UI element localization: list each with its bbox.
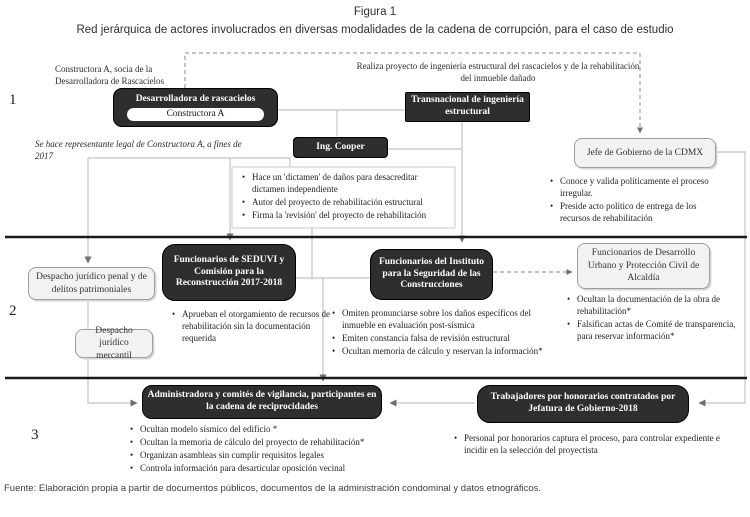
cooper-bullet: • Hace un 'dictamen' de daños para desacreditar dictamen independiente [240,172,448,196]
box-transnacional-label: Transnacional de ingeniería estructural [411,95,524,117]
box-trabajadores [477,385,689,423]
box-jefe-gobierno-label: Jefe de Gobierno de la CDMX [586,147,704,158]
cooper-bullets [240,172,448,223]
administradora-bullet: • Ocultan modelo sísmico del edificio * [128,424,430,436]
box-desarrolladora-label: Desarrolladora de rascacielos [135,93,256,104]
box-administradora [142,385,382,419]
cooper-bullet: • Firma la 'revisión' del proyecto de rehabilitación [240,210,448,222]
cooper-bullet: • Autor del proyecto de rehabilitación estructural [240,197,448,209]
instituto-bullet: • Omiten pronunciarse sobre los daños específicos del inmueble en evaluación post-sísmica [330,308,562,332]
box-despacho-mercantil [75,325,153,361]
trabajadores-bullet: • Personal por honorarios captura el proceso, para controlar expediente e incidir en la selección del proyectista [452,433,724,457]
desarrollo-bullets [565,294,745,344]
box-despacho-mercantil-label: Despacho jurídico mercantil [95,325,133,361]
administradora-bullet: • Controla información para desarticular oposición vecinal [128,463,430,475]
source-note: Fuente: Elaboración propia a partir de documentos públicos, documentos de la administración condominal y datos etnográficos. [4,483,542,494]
box-constructora-a: Constructora A [127,108,263,122]
desarrollo-bullet: • Falsifican actas de Comité de transparencia, para reservar información* [565,319,745,343]
box-ing-cooper [293,137,388,158]
box-transnacional [405,92,530,122]
box-administradora-label: Administradora y comités de vigilancia, participantes en la cadena de reciprocidades [147,390,377,412]
box-desarrollo-urbano [577,243,710,289]
box-seduvi-label: Funcionarios de SEDUVI y Comisión para la Reconstrucción 2017-2018 [173,255,285,289]
note-representante-legal: Se hace representante legal de Constructora A, a fines de 2017 [35,139,242,161]
instituto-bullets [330,308,562,359]
box-despacho-penal [28,267,155,300]
box-jefe-gobierno [574,138,716,168]
level-3-label: 3 [31,427,39,443]
box-instituto [370,249,493,300]
jefe-bullets [548,176,726,226]
arrow-to-administradora-left [88,358,137,403]
note-realiza-proyecto: Realiza proyecto de ingeniería estructural del rascacielos y de la rehabilitación del inmueble dañado [356,61,640,83]
box-ing-cooper-label: Ing. Cooper [316,141,365,152]
box-despacho-penal-label: Despacho jurídico penal y de delitos patrimoniales [36,272,147,295]
instituto-bullet: • Emiten constancia falsa de revisión estructural [330,333,562,345]
box-desarrollo-urbano-label: Funcionarios de Desarrollo Urbano y Protección Civil de Alcaldía [587,248,700,284]
administradora-bullet: • Ocultan la memoria de cálculo del proyecto de rehabilitación* [128,437,430,449]
jefe-bullet: • Conoce y valida políticamente el proceso irregular. [548,176,726,200]
box-instituto-label: Funcionarios del Instituto para la Seguridad de las Construcciones [378,257,485,291]
figure-title: Red jerárquica de actores involucrados en diversas modalidades de la cadena de corrupción, para el caso de estudio [76,24,674,36]
jefe-bullet: • Preside acto político de entrega de los recursos de rehabilitación [548,201,726,225]
administradora-bullet: • Organizan asambleas sin cumplir requisitos legales [128,450,430,462]
seduvi-bullets [170,309,332,346]
level-1-label: 1 [9,92,17,108]
administradora-bullets [128,424,430,476]
seduvi-bullet: • Aprueban el otorgamiento de recursos de rehabilitación sin la documentación requerida [170,309,332,345]
trabajadores-bullets [452,433,724,458]
instituto-bullet: • Ocultan memoria de cálculo y reservan la información* [330,346,562,358]
figure-number: Figura 1 [353,6,397,18]
box-desarrolladora [113,88,278,127]
box-trabajadores-label: Trabajadores por honorarios contratados por Jefatura de Gobierno-2018 [490,392,676,414]
box-seduvi [162,244,296,301]
desarrollo-bullet: • Ocultan la documentación de la obra de rehabilitación* [565,294,745,318]
level-2-label: 2 [9,303,17,319]
note-constructora-socia: Constructora A, socia de la Desarrolladora de Rascacielos [55,64,164,86]
